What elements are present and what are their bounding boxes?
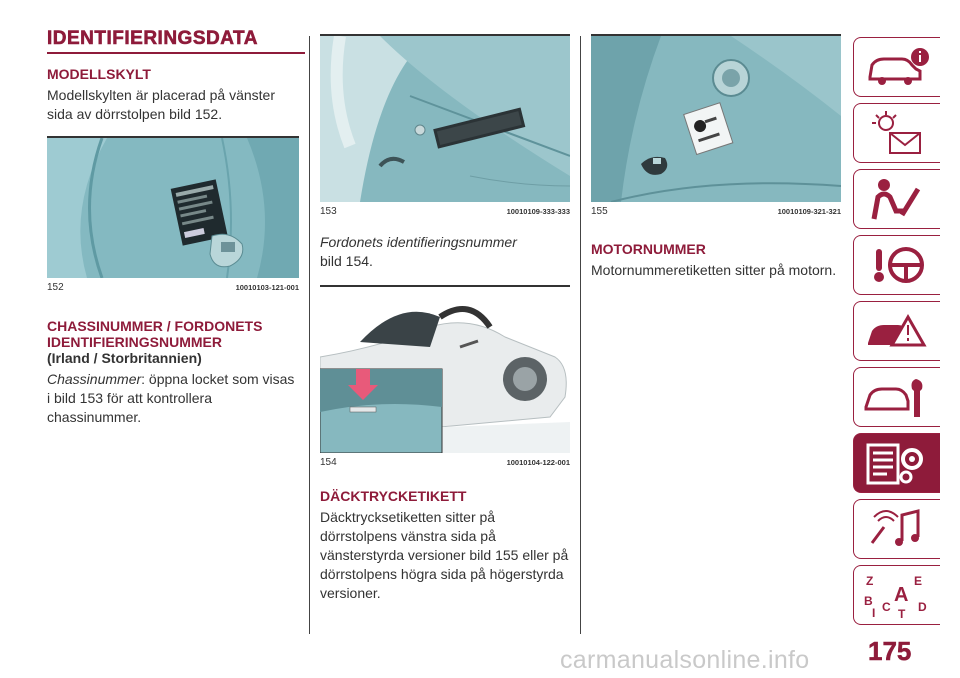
figure-155 [591, 34, 841, 217]
figure-155-caption [591, 206, 841, 217]
figure-152-caption [47, 282, 299, 293]
maintenance-icon [862, 373, 932, 421]
motor-heading: MOTORNUMMER [591, 241, 706, 257]
figure-155-number: 155 [591, 206, 608, 217]
sidebar-tab-maintenance[interactable] [853, 367, 940, 427]
figure-153 [320, 34, 570, 217]
column-3 [591, 34, 841, 280]
figure-153-caption [320, 206, 570, 217]
chassi-lead: Chassinummer [47, 371, 142, 387]
multimedia-icon [862, 505, 932, 553]
figure-153-number: 153 [320, 206, 337, 217]
figure-153-code: 10010109-333-333 [506, 207, 570, 216]
sidebar-tab-starting-driving[interactable] [853, 235, 940, 295]
figure-152-number: 152 [47, 282, 64, 293]
dack-heading: DÄCKTRYCKETIKETT [320, 488, 467, 504]
safety-airbag-icon [862, 175, 932, 223]
figure-154 [320, 285, 570, 468]
index-letter-i: I [872, 606, 876, 619]
index-icon [862, 571, 932, 619]
sidebar-tab-safety[interactable] [853, 169, 940, 229]
car-info-icon [862, 43, 932, 91]
column-2 [320, 34, 570, 603]
figure-152 [47, 136, 299, 293]
watermark: carmanualsonline.info [560, 646, 810, 674]
modellskylt-text: Modellskylten är placerad på vänster sida av dörrstolpen bild 152. [47, 87, 276, 122]
figure-154-caption [320, 457, 570, 468]
title-rule [47, 52, 305, 54]
index-letter-z: Z [866, 574, 874, 588]
fordonets-lead: Fordonets identifieringsnummer [320, 234, 517, 250]
modellskylt-heading: MODELLSKYLT [47, 66, 151, 82]
figure-153-image [320, 36, 570, 202]
figure-155-code: 10010109-321-321 [777, 207, 841, 216]
index-letter-d: D [918, 600, 927, 614]
column-divider-2 [580, 36, 581, 634]
page-title: IDENTIFIERINGSDATA [47, 28, 258, 49]
dashboard-lights-icon [862, 109, 932, 157]
figure-154-image [320, 287, 570, 453]
dack-text: Däcktrycksetiketten sitter på dörrstolpens vänstra sida på vänsterstyrda versioner bild 155 eller på dörrstolpens högra sida på högerstyrda versioner. [320, 509, 569, 601]
index-letter-b: B [864, 594, 873, 608]
starting-driving-icon [862, 241, 932, 289]
figure-152-image [47, 138, 299, 278]
sidebar-tab-multimedia[interactable] [853, 499, 940, 559]
figure-155-image [591, 36, 841, 202]
sidebar-tab-dashboard-lights[interactable] [853, 103, 940, 163]
sidebar-tab-car-info[interactable] [853, 37, 940, 97]
figure-152-code: 10010103-121-001 [235, 283, 299, 292]
sidebar-tab-technical-data[interactable] [853, 433, 940, 493]
index-letter-t: T [898, 607, 906, 619]
index-letter-a: A [894, 584, 909, 606]
chassi-body: : öppna locket som visas i bild 153 för att kontrollera chassinummer. [47, 371, 295, 425]
fordonets-text [320, 233, 570, 271]
sidebar-tab-emergency[interactable] [853, 301, 940, 361]
sidebar-tab-index[interactable] [853, 565, 940, 625]
chassi-subheading: (Irland / Storbritannien) [47, 350, 202, 366]
chassi-text [47, 370, 299, 427]
motor-text: Motornummeretiketten sitter på motorn. [591, 262, 837, 278]
chassi-heading-line1: CHASSINUMMER / FORDONETS [47, 318, 263, 334]
index-letter-c: C [882, 600, 891, 614]
index-letter-e: E [914, 574, 923, 588]
figure-154-code: 10010104-122-001 [506, 458, 570, 467]
chassi-heading-line2: IDENTIFIERINGSNUMMER [47, 334, 222, 350]
column-divider-1 [309, 36, 310, 634]
emergency-icon [862, 307, 932, 355]
column-1 [47, 28, 299, 427]
fordonets-body: bild 154. [320, 253, 373, 269]
technical-data-icon [862, 439, 932, 487]
figure-154-number: 154 [320, 457, 337, 468]
page-number: 175 [868, 636, 912, 666]
